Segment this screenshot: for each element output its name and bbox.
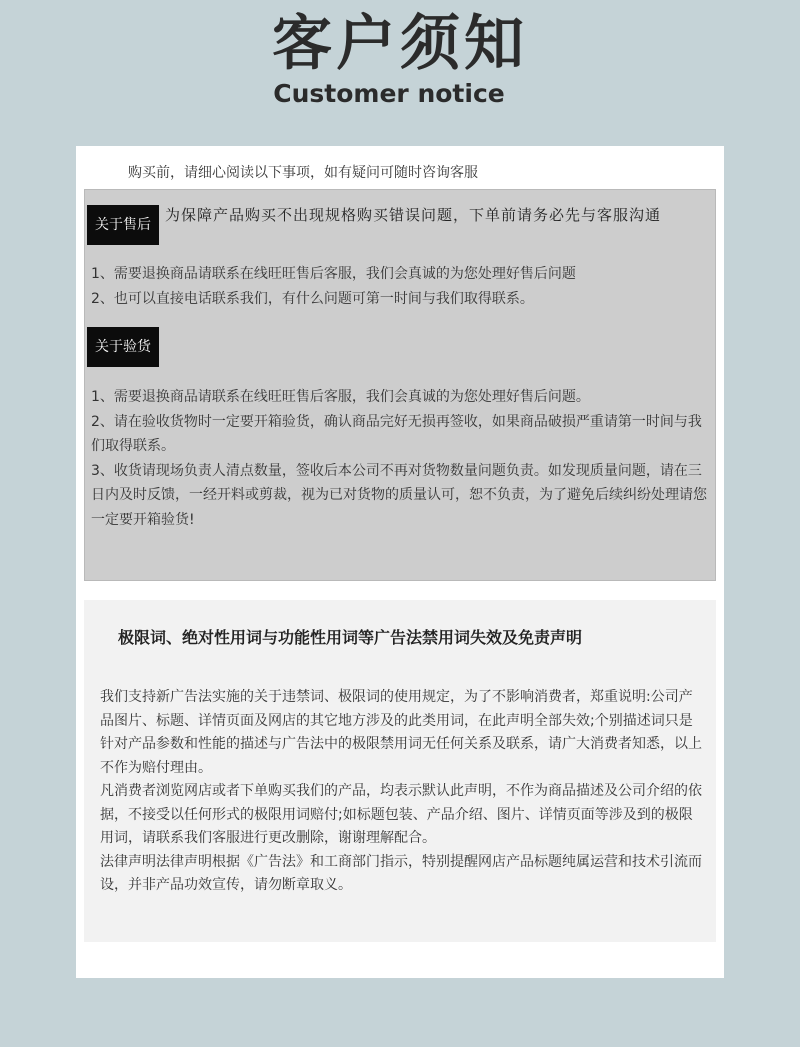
after-sales-tag: 关于售后 (87, 205, 159, 245)
page-subtitle: Customer notice (273, 79, 505, 108)
page-title: 客户须知 (272, 9, 528, 79)
disclaimer-section (84, 600, 716, 942)
disclaimer-title: 极限词、绝对性用词与功能性用词等广告法禁用词失效及免责声明 (118, 628, 583, 647)
disclaimer-paragraph: 我们支持新广告法实施的关于违禁词、极限词的使用规定，为了不影响消费者，郑重说明:公司产品图片、标题、详情页面及网店的其它地方涉及的此类用词，在此声明全部失效;个别描述词只是针对产品参数和性能的描述与广告法中的极限禁用词无任何关系及联系，请广大消费者知悉，以上不作为赔付理由。 (100, 689, 702, 776)
list-item: 2、请在验收货物时一定要开箱验货，确认商品完好无损再签收，如果商品破损严重请第一时间与我们取得联系。 (91, 413, 702, 454)
list-item: 3、收货请现场负责人清点数量，签收后本公司不再对货物数量问题负责。如发现质量问题，请在三日内及时反馈，一经开料或剪裁，视为已对货物的质量认可，恕不负责，为了避免后续纠纷处理请您一定要开箱验货! (91, 462, 707, 528)
after-sales-list (91, 262, 711, 311)
list-item: 1、需要退换商品请联系在线旺旺售后客服，我们会真诚的为您处理好售后问题 (91, 266, 576, 282)
inspection-list (91, 385, 711, 532)
list-item: 2、也可以直接电话联系我们，有什么问题可第一时间与我们取得联系。 (91, 290, 534, 307)
notice-card (76, 146, 724, 978)
disclaimer-paragraph: 凡消费者浏览网店或者下单购买我们的产品，均表示默认此声明，不作为商品描述及公司介绍的依据，不接受以任何形式的极限用词赔付;如标题包装、产品介绍、图片、详情页面等涉及到的极限用词，请联系我们客服进行更改删除，谢谢理解配合。 (100, 783, 702, 846)
intro-text: 购买前，请细心阅读以下事项，如有疑问可随时咨询客服 (128, 165, 478, 181)
list-item: 1、需要退换商品请联系在线旺旺售后客服，我们会真诚的为您处理好售后问题。 (91, 389, 590, 405)
inspection-tag: 关于验货 (87, 327, 159, 367)
disclaimer-body (100, 686, 704, 898)
after-sales-lead: 为保障产品购买不出现规格购买错误问题，下单前请务必先与客服沟通 (165, 206, 662, 224)
disclaimer-paragraph: 法律声明法律声明根据《广告法》和工商部门指示，特别提醒网店产品标题纯属运营和技术引流而设，并非产品功效宣传，请勿断章取义。 (100, 853, 702, 893)
notice-box (84, 189, 716, 581)
